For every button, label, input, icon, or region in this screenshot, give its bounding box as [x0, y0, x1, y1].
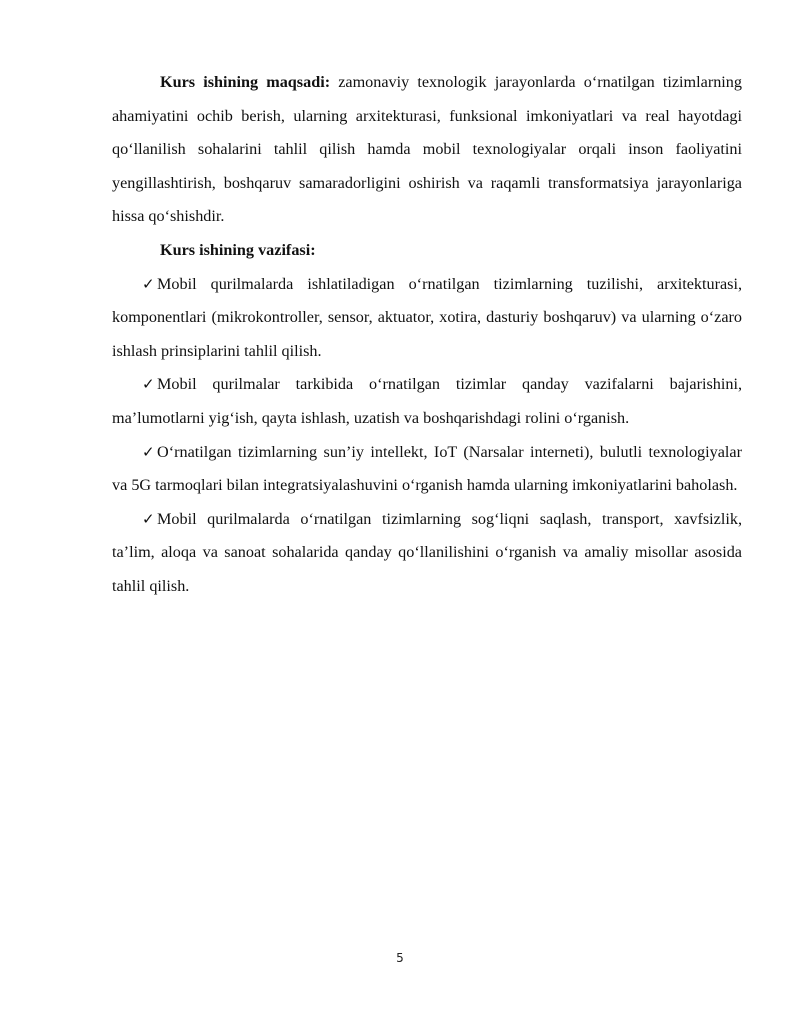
- checkmark-icon: ✓: [142, 509, 155, 528]
- checkmark-icon: ✓: [142, 442, 155, 461]
- task-item: [112, 268, 742, 369]
- task-text: Mobil qurilmalar tarkibida o‘rnatilgan tizimlar qanday vazifalarni bajarishini, ma’lumotlarni yig‘ish, qayta ishlash, uzatish va boshqarishdagi rolini o‘rganish.: [112, 375, 742, 427]
- checkmark-icon: ✓: [142, 375, 155, 394]
- goal-paragraph: [112, 66, 742, 234]
- task-item: [112, 436, 742, 503]
- task-text: O‘rnatilgan tizimlarning sun’iy intellekt, IoT (Narsalar interneti), bulutli texnologiyalar va 5G tarmoqlari bilan integratsiyalashuvini o‘rganish hamda ularning imkoniyatlarini baholash.: [112, 442, 742, 495]
- task-item: [112, 368, 742, 435]
- page-number: 5: [396, 951, 404, 965]
- goal-text: zamonaviy texnologik jarayonlarda o‘rnatilgan tizimlarning ahamiyatini ochib berish, ularning arxitekturasi, funksional imkoniyatlari va real hayotdagi qo‘llanilish sohalarini tahlil qilish hamda mobil texnologiyalar orqali inson faoliyatini yengillashtirish, boshqaruv samaradorligini oshirish va raqamli transformatsiya jarayonlariga hissa qo‘shishdir.: [112, 73, 742, 226]
- task-text: Mobil qurilmalarda ishlatiladigan o‘rnatilgan tizimlarning tuzilishi, arxitekturasi, komponentlari (mikrokontroller, sensor, aktuator, xotira, dasturiy boshqaruv) va ularning o‘zaro ishlash prinsiplarini tahlil qilish.: [112, 274, 742, 360]
- task-item: [112, 503, 742, 604]
- checkmark-icon: ✓: [142, 274, 155, 293]
- tasks-heading: Kurs ishining vazifasi:: [160, 240, 316, 259]
- page-body: [112, 66, 742, 604]
- goal-label: Kurs ishining maqsadi:: [160, 73, 331, 91]
- task-text: Mobil qurilmalarda o‘rnatilgan tizimlarning sog‘liqni saqlash, transport, xavfsizlik, ta’lim, aloqa va sanoat sohalarida qanday qo‘llanilishini o‘rganish va amaliy misollar asosida tahlil qilish.: [112, 509, 742, 595]
